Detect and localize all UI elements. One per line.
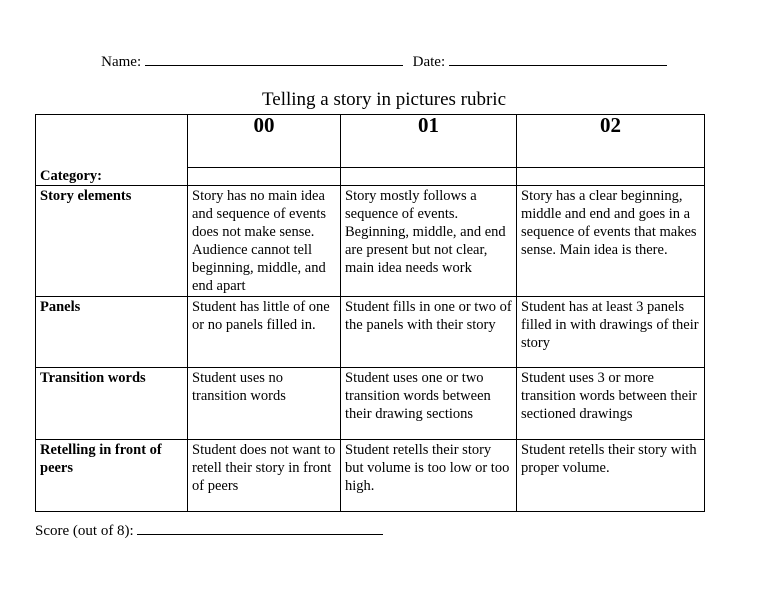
category-label: Transition words [36, 368, 188, 440]
score-line [35, 521, 383, 540]
rubric-cell: Student uses 3 or more transition words between their sectioned drawings [517, 368, 705, 440]
rubric-row-retelling [36, 440, 705, 512]
rubric-row-panels [36, 297, 705, 368]
score-label: Score (out of 8): [35, 523, 134, 539]
level-header-02: 02 [517, 115, 705, 168]
level-header-00: 00 [188, 115, 341, 168]
name-label: Name: [101, 54, 142, 70]
category-cell [36, 168, 188, 297]
category-label: Story elements [40, 188, 132, 204]
rubric-row-transition-words [36, 368, 705, 440]
date-blank[interactable] [449, 52, 667, 66]
name-date-line [0, 52, 768, 71]
category-label: Panels [36, 297, 188, 368]
rubric-cell: Story has no main idea and sequence of events does not make sense. Audience cannot tell beginning, middle, and end apart [188, 186, 341, 297]
rubric-cell: Student uses no transition words [188, 368, 341, 440]
page-title: Telling a story in pictures rubric [261, 89, 507, 110]
rubric-cell: Student fills in one or two of the panels with their story [341, 297, 517, 368]
category-header-label: Category: [40, 168, 103, 184]
rubric-row-story-elements [36, 186, 705, 297]
rubric-cell: Student has at least 3 panels filled in with drawings of their story [517, 297, 705, 368]
rubric-cell: Student uses one or two transition words between their drawing sections [341, 368, 517, 440]
rubric-cell: Student retells their story but volume is too low or too high. [341, 440, 517, 512]
category-label: Retelling in front of peers [36, 440, 188, 512]
rubric-cell: Student has little of one or no panels filled in. [188, 297, 341, 368]
date-label: Date: [412, 54, 446, 70]
name-blank[interactable] [145, 52, 403, 66]
level-header-01: 01 [341, 115, 517, 168]
rubric-header-row [36, 115, 705, 168]
rubric-cell: Story has a clear beginning, middle and end and goes in a sequence of events that makes sense. Main idea is there. [517, 186, 705, 297]
rubric-cell: Student retells their story with proper volume. [517, 440, 705, 512]
score-blank[interactable] [137, 521, 383, 535]
rubric-cell: Story mostly follows a sequence of events. Beginning, middle, and end are present but not clear, main idea needs work [341, 186, 517, 297]
rubric-cell: Student does not want to retell their story in front of peers [188, 440, 341, 512]
rubric-table [35, 114, 705, 512]
